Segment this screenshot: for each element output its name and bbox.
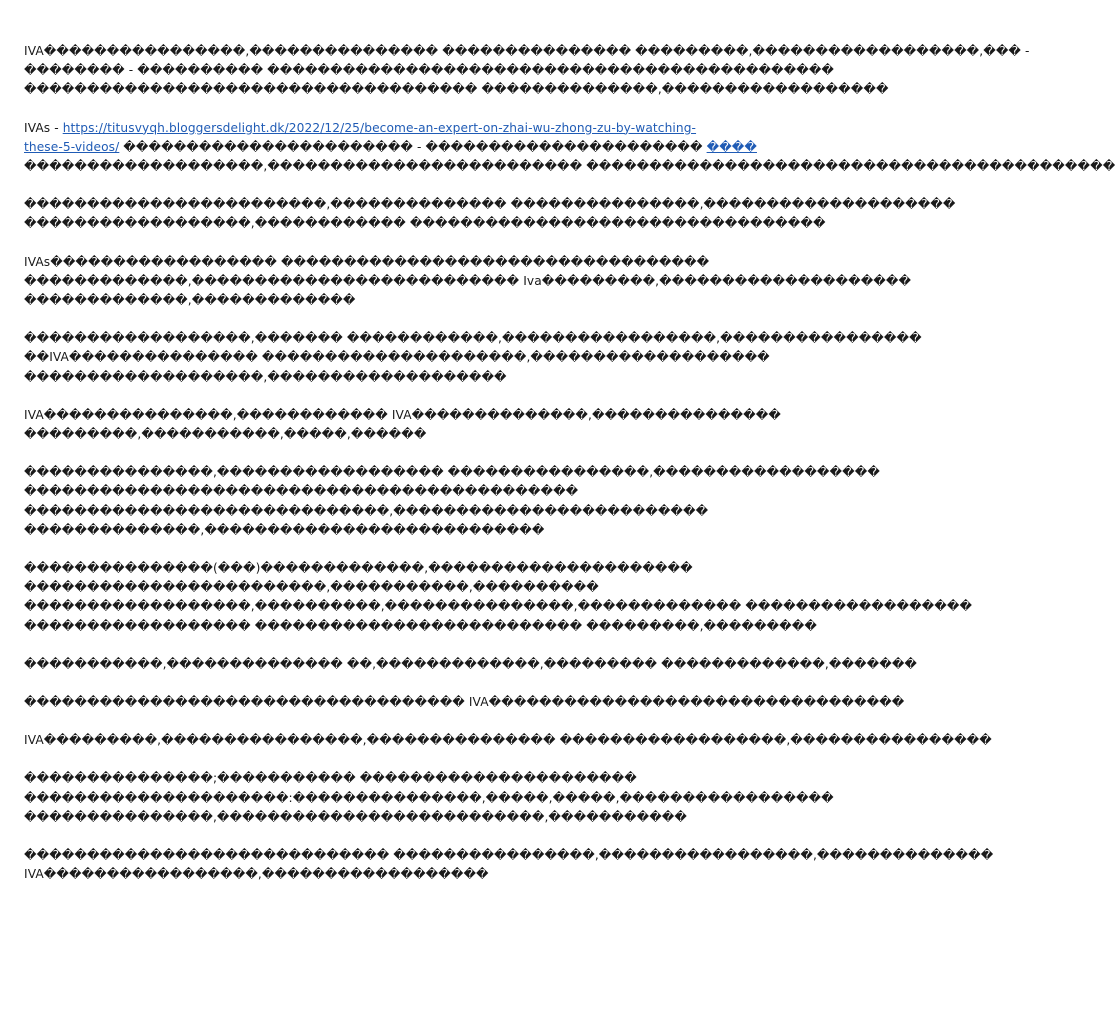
link-suffix: ����������������������� - ���������������������� bbox=[119, 139, 707, 154]
text-line: ������������������,������������ ��������������������������������� bbox=[24, 216, 826, 231]
text-line: �����������������������������,������������������������� bbox=[24, 503, 709, 518]
text-line: ����������������������������� ����������������,�����������������,�������������� bbox=[24, 848, 994, 863]
paragraph-7 bbox=[24, 463, 880, 540]
blog-link[interactable]: https://titusvyqh.bloggersdelight.dk/2022/12/25/become-an-expert-on-zhai-wu-zhong-zu-by-watching- bbox=[62, 120, 697, 135]
text-line: �������������������,������������������� bbox=[24, 369, 507, 384]
text-line: ���������������,������������������ ����������������,������������������ bbox=[24, 465, 880, 480]
link-prefix: IVAs - bbox=[24, 120, 63, 135]
text-line: �������������,�������������������������� Iva���������,�������������������� bbox=[24, 273, 912, 288]
paragraph-8 bbox=[24, 559, 973, 636]
inline-link[interactable]: ���� bbox=[706, 139, 757, 154]
text-line: ������������������,����������,���������������,������������� ������������������ bbox=[24, 599, 973, 614]
text-line: IVA���������,����������������,��������������� ������������������,���������������� bbox=[24, 733, 992, 748]
text-line bbox=[24, 119, 697, 138]
text-line: ���������������������:���������������,�����,�����,����������������� bbox=[24, 790, 834, 805]
text-line: ������������������ �������������������������� ���������,��������� bbox=[24, 618, 817, 633]
paragraph-11 bbox=[24, 731, 992, 750]
paragraph-4 bbox=[24, 253, 912, 311]
paragraph-9 bbox=[24, 655, 918, 674]
text-line: �����������,�������������� ��,�������������,��������� �������������,������� bbox=[24, 656, 918, 671]
text-line: IVA�����������������,������������������ bbox=[24, 867, 489, 882]
text-line: �������������,������������� bbox=[24, 293, 356, 308]
text-line: ���������������,��������������������������,����������� bbox=[24, 809, 687, 824]
paragraph-13 bbox=[24, 846, 994, 884]
text-line: IVA����������������,��������������� ��������������� ���������,������������������,��� - bbox=[24, 44, 1030, 58]
text-line: �������� - ���������� ��������������������������������������������� bbox=[24, 63, 835, 78]
text-line: ������������������������,�������������� ���������������,�������������������� bbox=[24, 197, 956, 212]
paragraph-3 bbox=[24, 195, 956, 233]
text-line: ���������������;����������� ���������������������� bbox=[24, 771, 637, 786]
text-line: ������������������������������������ ��������������,������������������ bbox=[24, 82, 889, 97]
text-line: �������������������������������������������� bbox=[24, 484, 579, 499]
blog-link-continued[interactable]: these-5-videos/ bbox=[24, 139, 120, 154]
paragraph-10 bbox=[24, 693, 905, 712]
text-line: IVAs������������������ ���������������������������������� bbox=[24, 254, 710, 269]
paragraph-2 bbox=[24, 119, 1115, 177]
text-line: �������������������,������������������������� ������������������������������������������ bbox=[24, 159, 1115, 174]
text-line bbox=[24, 138, 757, 157]
text-line: ����������������������������������� IVA��������������������������������� bbox=[24, 695, 905, 710]
text-line: ���������������(���)�������������,��������������������� bbox=[24, 561, 693, 576]
paragraph-6 bbox=[24, 406, 781, 444]
text-line: ��������������,��������������������������� bbox=[24, 522, 545, 537]
text-line: IVA���������������,������������ IVA��������������,��������������� bbox=[24, 407, 781, 422]
text-line: ��IVA��������������� ���������������������,������������������� bbox=[24, 350, 770, 365]
paragraph-12 bbox=[24, 769, 834, 827]
text-line: ������������������,������� ������������,�����������������,���������������� bbox=[24, 331, 922, 346]
text-line: ���������,�����������,�����,������ bbox=[24, 427, 427, 442]
text-line: ������������������������,�����������,���������� bbox=[24, 580, 599, 595]
paragraph-1 bbox=[24, 42, 1030, 100]
paragraph-5 bbox=[24, 329, 922, 387]
